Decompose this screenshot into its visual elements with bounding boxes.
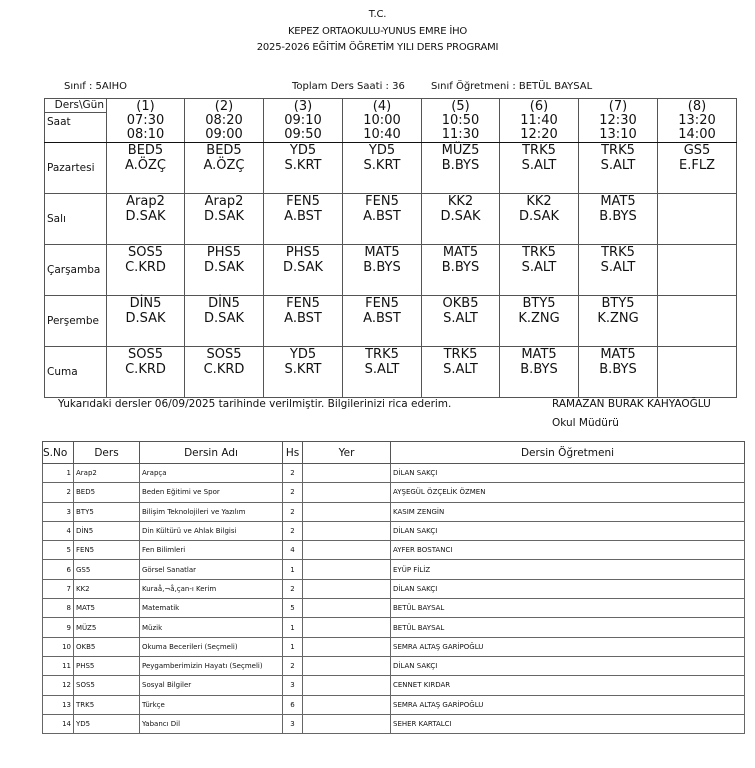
class-teacher-info xyxy=(431,81,592,92)
lesson-cell xyxy=(107,143,185,194)
course-teacher: KASIM ZENGİN xyxy=(391,502,745,521)
lesson-code: SOS5 xyxy=(127,347,163,362)
lesson-code: DİN5 xyxy=(129,296,162,311)
course-place xyxy=(303,502,391,521)
principal-name: RAMAZAN BURAK KAHYAOĞLU xyxy=(552,398,711,410)
day-name: Pazartesi xyxy=(45,143,107,194)
lesson-code: YD5 xyxy=(368,143,396,158)
course-row xyxy=(43,521,745,540)
day-name: Çarşamba xyxy=(45,245,107,296)
course-row xyxy=(43,502,745,521)
col-code-header: Ders xyxy=(74,442,140,464)
course-code: SOS5 xyxy=(74,676,140,695)
period-header xyxy=(264,99,343,143)
lesson-teacher: S.ALT xyxy=(521,260,557,275)
col-name-header: Dersin Adı xyxy=(140,442,283,464)
lesson-code: MÜZ5 xyxy=(441,143,480,158)
lesson-cell xyxy=(658,296,737,347)
lesson-teacher: S.ALT xyxy=(600,260,636,275)
lesson-teacher: K.ZNG xyxy=(518,311,560,326)
lesson-cell xyxy=(264,143,343,194)
lesson-cell xyxy=(264,194,343,245)
period-number: (6) xyxy=(529,99,549,114)
lesson-teacher: D.SAK xyxy=(282,260,324,275)
lesson-teacher: A.BST xyxy=(284,311,322,326)
lesson-cell xyxy=(658,143,737,194)
lesson-code: MAT5 xyxy=(600,347,636,362)
lesson-code: YD5 xyxy=(289,143,317,158)
course-code: YD5 xyxy=(74,714,140,733)
course-list-table xyxy=(42,441,745,734)
course-code: BED5 xyxy=(74,483,140,502)
lesson-code: MAT5 xyxy=(521,347,557,362)
lesson-cell xyxy=(500,347,579,398)
period-start: 12:30 xyxy=(599,113,637,128)
course-name: Beden Eğitimi ve Spor xyxy=(140,483,283,502)
course-name: Din Kültürü ve Ahlak Bilgisi xyxy=(140,521,283,540)
day-row xyxy=(45,347,737,398)
course-hours: 4 xyxy=(283,541,303,560)
course-hours: 2 xyxy=(283,656,303,675)
lesson-cell xyxy=(500,143,579,194)
lesson-code: TRK5 xyxy=(601,245,635,260)
col-hours-header: Hs xyxy=(283,442,303,464)
lesson-cell xyxy=(500,194,579,245)
lesson-cell xyxy=(658,194,737,245)
day-row xyxy=(45,194,737,245)
course-name: Matematik xyxy=(140,599,283,618)
lesson-cell xyxy=(185,347,264,398)
lesson-cell xyxy=(579,296,658,347)
lesson-cell xyxy=(658,347,737,398)
course-teacher: EYÜP FİLİZ xyxy=(391,560,745,579)
lesson-code: KK2 xyxy=(447,194,474,209)
period-header xyxy=(579,99,658,143)
course-teacher: AYFER BOSTANCI xyxy=(391,541,745,560)
course-row xyxy=(43,483,745,502)
course-row xyxy=(43,714,745,733)
period-start: 07:30 xyxy=(126,113,165,128)
course-code: PHS5 xyxy=(74,656,140,675)
course-hours: 5 xyxy=(283,599,303,618)
lesson-code: TRK5 xyxy=(443,347,478,362)
lesson-cell xyxy=(579,194,658,245)
course-code: MÜZ5 xyxy=(74,618,140,637)
lesson-cell xyxy=(343,245,422,296)
lesson-teacher: S.KRT xyxy=(284,362,322,377)
col-teacher-header: Dersin Öğretmeni xyxy=(391,442,745,464)
course-number: 1 xyxy=(43,464,74,483)
class-teacher-label: Sınıf Öğretmeni : xyxy=(431,81,516,92)
lesson-code: SOS5 xyxy=(206,347,242,362)
course-teacher: AYŞEGÜL ÖZÇELİK ÖZMEN xyxy=(391,483,745,502)
lesson-code: FEN5 xyxy=(365,194,399,209)
course-row xyxy=(43,464,745,483)
lesson-code: FEN5 xyxy=(286,296,320,311)
period-number: (5) xyxy=(451,99,470,114)
lesson-teacher: D.SAK xyxy=(518,209,560,224)
period-end: 09:50 xyxy=(284,127,322,142)
lesson-cell xyxy=(264,347,343,398)
lesson-teacher: C.KRD xyxy=(125,260,166,275)
class-teacher-value: BETÜL BAYSAL xyxy=(518,81,593,92)
course-code: MAT5 xyxy=(74,599,140,618)
lesson-teacher: D.SAK xyxy=(203,260,245,275)
lesson-cell xyxy=(422,143,500,194)
course-name: Peygamberimizin Hayatı (Seçmeli) xyxy=(140,656,283,675)
period-header xyxy=(107,99,185,143)
principal-title: Okul Müdürü xyxy=(552,417,619,429)
course-code: KK2 xyxy=(74,579,140,598)
lesson-teacher: C.KRD xyxy=(203,362,245,377)
period-header xyxy=(343,99,422,143)
course-number: 4 xyxy=(43,521,74,540)
course-code: Arap2 xyxy=(74,464,140,483)
lesson-teacher: S.ALT xyxy=(364,362,400,377)
lesson-cell xyxy=(343,347,422,398)
course-number: 3 xyxy=(43,502,74,521)
course-number: 5 xyxy=(43,541,74,560)
period-end: 08:10 xyxy=(126,127,165,142)
lesson-code: BTY5 xyxy=(601,296,635,311)
period-number: (7) xyxy=(608,99,628,114)
course-teacher: SEHER KARTALCI xyxy=(391,714,745,733)
course-place xyxy=(303,714,391,733)
lesson-code: Arap2 xyxy=(126,194,165,209)
course-row xyxy=(43,695,745,714)
course-place xyxy=(303,695,391,714)
course-name: Görsel Sanatlar xyxy=(140,560,283,579)
lesson-cell xyxy=(579,347,658,398)
course-place xyxy=(303,656,391,675)
period-start: 13:20 xyxy=(678,113,716,128)
lesson-code: BED5 xyxy=(127,143,164,158)
class-label: Sınıf : xyxy=(64,81,93,92)
course-teacher: CENNET KIRDAR xyxy=(391,676,745,695)
lesson-cell xyxy=(107,194,185,245)
lesson-code: GS5 xyxy=(683,143,711,158)
course-row xyxy=(43,618,745,637)
course-row xyxy=(43,676,745,695)
course-number: 2 xyxy=(43,483,74,502)
lesson-cell xyxy=(500,245,579,296)
course-row xyxy=(43,560,745,579)
course-row xyxy=(43,579,745,598)
lesson-cell xyxy=(422,296,500,347)
lesson-cell xyxy=(343,296,422,347)
lesson-cell xyxy=(579,143,658,194)
period-number: (3) xyxy=(293,99,313,114)
course-place xyxy=(303,637,391,656)
course-name: Bilişim Teknolojileri ve Yazılım xyxy=(140,502,283,521)
period-header xyxy=(185,99,264,143)
lesson-code: SOS5 xyxy=(127,245,163,260)
period-start: 08:20 xyxy=(205,113,243,128)
header-tc: T.C. xyxy=(368,9,387,20)
total-hours-value: 36 xyxy=(392,81,405,92)
lesson-teacher: B.BYS xyxy=(599,209,637,224)
course-place xyxy=(303,483,391,502)
course-hours: 3 xyxy=(283,714,303,733)
course-hours: 1 xyxy=(283,637,303,656)
course-place xyxy=(303,521,391,540)
period-number: (2) xyxy=(214,99,234,114)
lesson-teacher: K.ZNG xyxy=(597,311,639,326)
course-number: 9 xyxy=(43,618,74,637)
period-end: 13:10 xyxy=(599,127,637,142)
course-number: 14 xyxy=(43,714,74,733)
course-number: 13 xyxy=(43,695,74,714)
course-code: OKB5 xyxy=(74,637,140,656)
day-name: Perşembe xyxy=(45,296,107,347)
lesson-code: PHS5 xyxy=(206,245,242,260)
course-name: Kuraå‚¬å‚çan-ı Kerim xyxy=(140,579,283,598)
schedule-header-row xyxy=(45,99,737,143)
period-end: 14:00 xyxy=(678,127,716,142)
document-title: 2025-2026 EĞİTİM ÖĞRETİM YILI DERS PROGRAMI xyxy=(256,42,499,53)
lesson-code: TRK5 xyxy=(522,245,556,260)
lesson-teacher: S.KRT xyxy=(284,158,322,173)
course-name: Yabancı Dil xyxy=(140,714,283,733)
period-start: 10:50 xyxy=(441,113,480,128)
course-teacher: BETÜL BAYSAL xyxy=(391,599,745,618)
col-place-header: Yer xyxy=(303,442,391,464)
lesson-code: FEN5 xyxy=(286,194,320,209)
corner-cell xyxy=(45,99,107,143)
course-teacher: SEMRA ALTAŞ GARİPOĞLU xyxy=(391,695,745,714)
course-code: BTY5 xyxy=(74,502,140,521)
course-hours: 1 xyxy=(283,560,303,579)
course-number: 12 xyxy=(43,676,74,695)
course-place xyxy=(303,560,391,579)
lesson-code: MAT5 xyxy=(364,245,400,260)
lesson-cell xyxy=(422,347,500,398)
lesson-code: MAT5 xyxy=(600,194,636,209)
lesson-teacher: A.ÖZÇ xyxy=(124,158,166,173)
course-code: FEN5 xyxy=(74,541,140,560)
lesson-teacher: S.ALT xyxy=(521,158,557,173)
lesson-cell xyxy=(107,245,185,296)
lesson-cell xyxy=(343,194,422,245)
lesson-teacher: E.FLZ xyxy=(679,158,715,173)
course-name: Sosyal Bilgiler xyxy=(140,676,283,695)
day-row xyxy=(45,143,737,194)
lesson-cell xyxy=(658,245,737,296)
lesson-teacher: D.SAK xyxy=(125,311,166,326)
lesson-cell xyxy=(185,296,264,347)
footer-note: Yukarıdaki dersler 06/09/2025 tarihinde verilmiştir. Bilgilerinizi rica ederim. xyxy=(58,398,452,410)
period-start: 11:40 xyxy=(520,113,558,128)
lesson-code: PHS5 xyxy=(285,245,321,260)
corner-time-label: Saat xyxy=(47,116,71,128)
corner-divider xyxy=(44,112,107,113)
course-name: Okuma Becerileri (Seçmeli) xyxy=(140,637,283,656)
course-hours: 2 xyxy=(283,483,303,502)
course-code: DİN5 xyxy=(74,521,140,540)
col-sno-header: S.No xyxy=(43,442,74,464)
period-end: 11:30 xyxy=(441,127,480,142)
weekly-schedule-table xyxy=(44,98,737,398)
course-row xyxy=(43,656,745,675)
course-name: Arapça xyxy=(140,464,283,483)
total-hours-label: Toplam Ders Saati : xyxy=(292,81,389,92)
period-header xyxy=(422,99,500,143)
course-name: Fen Bilimleri xyxy=(140,541,283,560)
course-row xyxy=(43,637,745,656)
lesson-teacher: C.KRD xyxy=(125,362,166,377)
course-place xyxy=(303,676,391,695)
course-teacher: DİLAN SAKÇI xyxy=(391,464,745,483)
course-row xyxy=(43,541,745,560)
lesson-cell xyxy=(343,143,422,194)
course-name: Türkçe xyxy=(140,695,283,714)
course-hours: 2 xyxy=(283,521,303,540)
course-place xyxy=(303,464,391,483)
period-number: (8) xyxy=(687,99,707,114)
lesson-code: DİN5 xyxy=(208,296,240,311)
lesson-cell xyxy=(107,347,185,398)
course-code: TRK5 xyxy=(74,695,140,714)
lesson-teacher: B.BYS xyxy=(363,260,401,275)
lesson-cell xyxy=(185,143,264,194)
lesson-teacher: D.SAK xyxy=(125,209,166,224)
lesson-teacher: D.SAK xyxy=(203,311,245,326)
period-start: 09:10 xyxy=(284,113,322,128)
course-row xyxy=(43,599,745,618)
lesson-code: MAT5 xyxy=(442,245,479,260)
lesson-teacher: S.ALT xyxy=(443,311,478,326)
day-row xyxy=(45,296,737,347)
total-hours-info xyxy=(292,81,405,92)
lesson-cell xyxy=(579,245,658,296)
course-hours: 6 xyxy=(283,695,303,714)
lesson-code: KK2 xyxy=(526,194,552,209)
lesson-teacher: A.BST xyxy=(363,209,401,224)
period-number: (4) xyxy=(372,99,392,114)
lesson-cell xyxy=(185,194,264,245)
course-teacher: DİLAN SAKÇI xyxy=(391,521,745,540)
period-end: 12:20 xyxy=(520,127,558,142)
lesson-teacher: S.ALT xyxy=(600,158,636,173)
lesson-code: TRK5 xyxy=(522,143,556,158)
period-end: 09:00 xyxy=(205,127,243,142)
course-place xyxy=(303,579,391,598)
lesson-teacher: D.SAK xyxy=(440,209,481,224)
lesson-cell xyxy=(264,296,343,347)
day-name: Cuma xyxy=(45,347,107,398)
lesson-teacher: B.BYS xyxy=(599,362,637,377)
lesson-cell xyxy=(422,245,500,296)
course-number: 8 xyxy=(43,599,74,618)
course-number: 7 xyxy=(43,579,74,598)
course-teacher: BETÜL BAYSAL xyxy=(391,618,745,637)
day-row xyxy=(45,245,737,296)
lesson-code: YD5 xyxy=(289,347,317,362)
lesson-code: TRK5 xyxy=(601,143,635,158)
lesson-teacher: B.BYS xyxy=(520,362,558,377)
period-header xyxy=(500,99,579,143)
lesson-code: FEN5 xyxy=(365,296,399,311)
lesson-cell xyxy=(422,194,500,245)
lesson-cell xyxy=(185,245,264,296)
course-place xyxy=(303,541,391,560)
course-teacher: SEMRA ALTAŞ GARİPOĞLU xyxy=(391,637,745,656)
course-number: 11 xyxy=(43,656,74,675)
course-number: 10 xyxy=(43,637,74,656)
course-place xyxy=(303,618,391,637)
course-name: Müzik xyxy=(140,618,283,637)
lesson-teacher: A.BST xyxy=(363,311,401,326)
lesson-code: BTY5 xyxy=(522,296,556,311)
period-number: (1) xyxy=(136,99,155,114)
lesson-teacher: B.BYS xyxy=(441,158,480,173)
lesson-teacher: A.BST xyxy=(284,209,322,224)
corner-days-label: Ders\Gün xyxy=(54,99,104,111)
lesson-code: BED5 xyxy=(206,143,242,158)
period-end: 10:40 xyxy=(363,127,401,142)
lesson-cell xyxy=(500,296,579,347)
course-place xyxy=(303,599,391,618)
course-hours: 3 xyxy=(283,676,303,695)
lesson-teacher: B.BYS xyxy=(441,260,480,275)
course-hours: 2 xyxy=(283,579,303,598)
school-name: KEPEZ ORTAOKULU-YUNUS EMRE İHO xyxy=(287,26,468,37)
lesson-code: TRK5 xyxy=(365,347,399,362)
course-teacher: DİLAN SAKÇI xyxy=(391,656,745,675)
course-hours: 2 xyxy=(283,502,303,521)
lesson-code: Arap2 xyxy=(204,194,244,209)
course-table-header xyxy=(43,442,745,464)
course-number: 6 xyxy=(43,560,74,579)
class-info xyxy=(64,81,127,92)
course-hours: 2 xyxy=(283,464,303,483)
course-teacher: DİLAN SAKÇI xyxy=(391,579,745,598)
lesson-teacher: D.SAK xyxy=(203,209,245,224)
course-code: GS5 xyxy=(74,560,140,579)
lesson-cell xyxy=(264,245,343,296)
class-value: 5AIHO xyxy=(95,81,128,92)
day-name: Salı xyxy=(45,194,107,245)
course-hours: 1 xyxy=(283,618,303,637)
lesson-cell xyxy=(107,296,185,347)
lesson-teacher: S.KRT xyxy=(363,158,401,173)
period-header xyxy=(658,99,737,143)
period-start: 10:00 xyxy=(363,113,401,128)
lesson-teacher: S.ALT xyxy=(443,362,478,377)
lesson-code: OKB5 xyxy=(442,296,479,311)
lesson-teacher: A.ÖZÇ xyxy=(203,158,245,173)
